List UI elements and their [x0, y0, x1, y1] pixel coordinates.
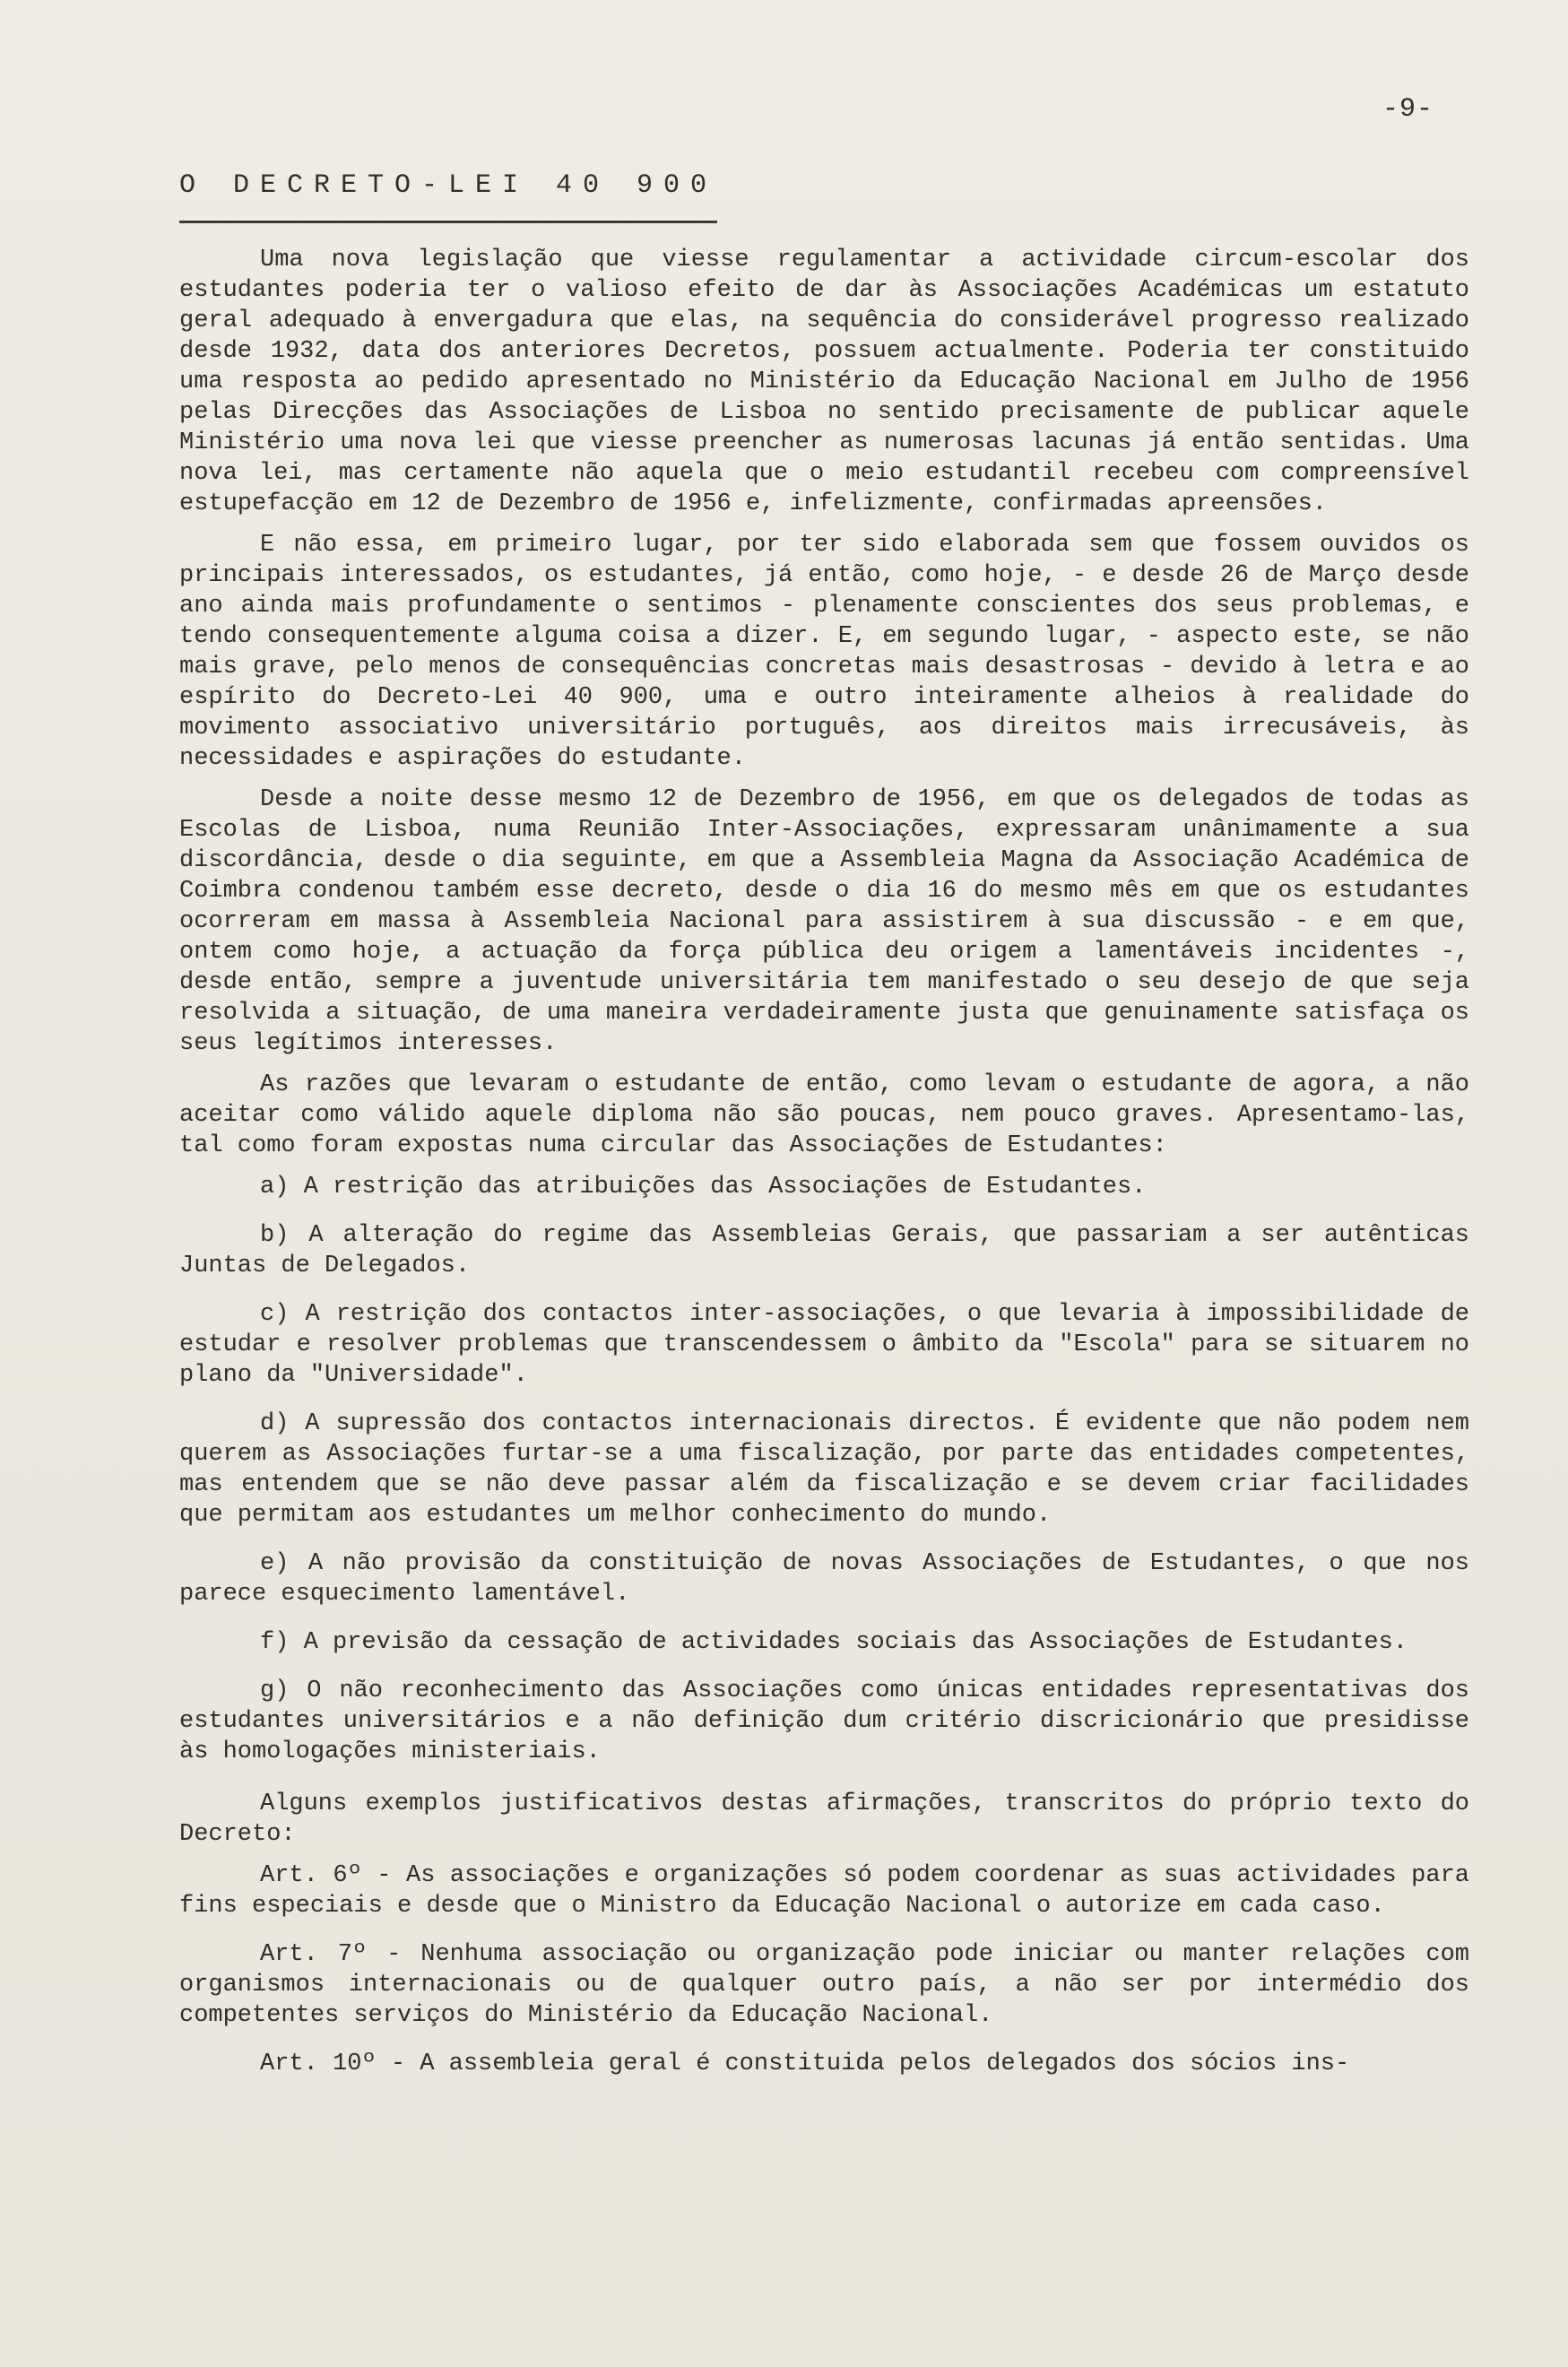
list-item-g: g) O não reconhecimento das Associações como únicas entidades representativas dos estudantes universitários e a não definição dum critério discricionário que presidisse às homologações ministeriais. [179, 1678, 1469, 1765]
article-10: Art. 10º - A assembleia geral é constituida pelos delegados dos sócios ins- [260, 2051, 1350, 2077]
list-item-d: d) A supressão dos contactos internacionais directos. É evidente que não podem nem querem as Associações furtar-se a uma fiscalização, por parte das entidades competentes, mas entendem que se não deve passar além da fiscalização e se devem criar facilidades que permitam aos estudantes um melhor conhecimento do mundo. [179, 1410, 1469, 1529]
list-item-c: c) A restrição dos contactos inter-associações, o que levaria à impossibilidade de estudar e resolver problemas que transcendessem o âmbito da "Escola" para se situarem no plano da "Universidade". [179, 1301, 1469, 1389]
section-title: O DECRETO-LEI 40 900 [179, 170, 717, 223]
examples-intro: Alguns exemplos justificativos destas afirmações, transcritos do próprio texto do Decreto: [179, 1790, 1469, 1848]
list-item-f: f) A previsão da cessação de actividades sociais das Associações de Estudantes. [260, 1629, 1408, 1656]
paragraph-2: E não essa, em primeiro lugar, por ter sido elaborada sem que fossem ouvidos os principais interessados, os estudantes, já então, como hoje, - e desde 26 de Março desde ano ainda mais profundamente o sentimos - plenamente conscientes dos seus problemas, e tendo consequentemente alguma coisa a dizer. E, em segundo lugar, - aspecto este, se não mais grave, pelo menos de consequências concretas mais desastrosas - devido à letra e ao espírito do Decreto-Lei 40 900, uma e outro inteiramente alheios à realidade do movimento associativo universitário português, aos direitos mais irrecusáveis, às necessidades e aspirações do estudante. [179, 532, 1469, 772]
page-number: -9- [1382, 94, 1434, 125]
list-item-e: e) A não provisão da constituição de novas Associações de Estudantes, o que nos parece esquecimento lamentável. [179, 1550, 1469, 1608]
article-7: Art. 7º - Nenhuma associação ou organização pode iniciar ou manter relações com organismos internacionais ou de qualquer outro país, a não ser por intermédio dos competentes serviços do Ministério da Educação Nacional. [179, 1941, 1469, 2029]
paragraph-3: Desde a noite desse mesmo 12 de Dezembro de 1956, em que os delegados de todas as Escolas de Lisboa, numa Reunião Inter-Associações, expressaram unânimamente a sua discordância, desde o dia seguinte, em que a Assembleia Magna da Associação Académica de Coimbra condenou também esse decreto, desde o dia 16 do mesmo mês em que os estudantes ocorreram em massa à Assembleia Nacional para assistirem à sua discussão - e em que, ontem como hoje, a actuação da força pública deu origem a lamentáveis incidentes -, desde então, sempre a juventude universitária tem manifestado o seu desejo de que seja resolvida a situação, de uma maneira verdadeiramente justa que genuinamente satisfaça os seus legítimos interesses. [179, 786, 1469, 1057]
list-item-a: a) A restrição das atribuições das Associações de Estudantes. [260, 1174, 1147, 1201]
paragraph-4: As razões que levaram o estudante de então, como levam o estudante de agora, a não aceitar como válido aquele diploma não são poucas, nem pouco graves. Apresentamo-las, tal como foram expostas numa circular das Associações de Estudantes: [179, 1071, 1469, 1159]
list-item-b: b) A alteração do regime das Assembleias Gerais, que passariam a ser autênticas Juntas de Delegados. [179, 1222, 1469, 1279]
article-6: Art. 6º - As associações e organizações só podem coordenar as suas actividades para fins especiais e desde que o Ministro da Educação Nacional o autorize em cada caso. [179, 1862, 1469, 1920]
paragraph-1: Uma nova legislação que viesse regulamentar a actividade circum-escolar dos estudantes poderia ter o valioso efeito de dar às Associações Académicas um estatuto geral adequado à envergadura que elas, na sequência do considerável progresso realizado desde 1932, data dos anteriores Decretos, possuem actualmente. Poderia ter constituido uma resposta ao pedido apresentado no Ministério da Educação Nacional em Julho de 1956 pelas Direcções das Associações de Lisboa no sentido precisamente de publicar aquele Ministério uma nova lei que viesse preencher as numerosas lacunas já então sentidas. Uma nova lei, mas certamente não aquela que o meio estudantil recebeu com compreensível estupefacção em 12 de Dezembro de 1956 e, infelizmente, confirmadas apreensões. [179, 247, 1469, 517]
